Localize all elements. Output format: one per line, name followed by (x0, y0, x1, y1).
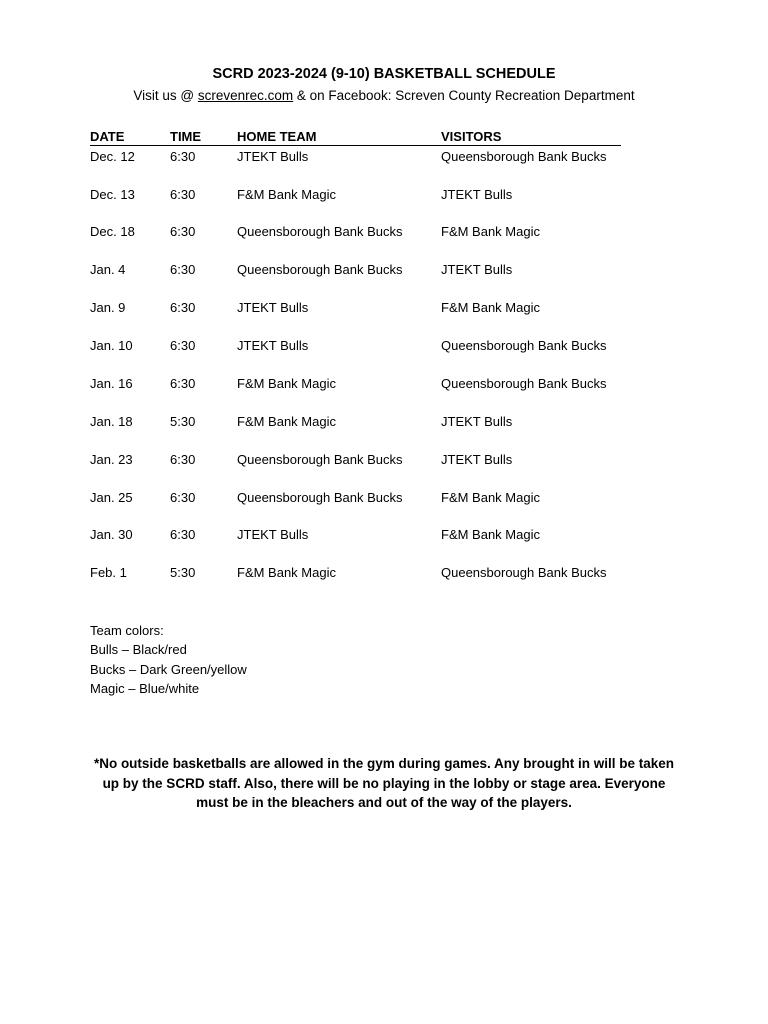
cell-date: Feb. 1 (90, 565, 127, 580)
cell-home-team: Queensborough Bank Bucks (237, 224, 403, 239)
table-header (90, 129, 621, 146)
team-color-line: Magic – Blue/white (90, 680, 200, 696)
table-row (90, 338, 650, 356)
cell-home-team: F&M Bank Magic (237, 414, 336, 429)
cell-home-team: F&M Bank Magic (237, 376, 336, 391)
cell-time: 6:30 (170, 527, 196, 542)
cell-date: Jan. 16 (90, 376, 133, 391)
cell-date: Jan. 25 (90, 490, 133, 505)
table-row (90, 187, 650, 205)
cell-visitors: Queensborough Bank Bucks (441, 376, 607, 391)
cell-time: 6:30 (170, 452, 196, 467)
header-time: TIME (170, 129, 202, 144)
header-date: DATE (90, 129, 125, 144)
cell-home-team: Queensborough Bank Bucks (237, 452, 403, 467)
table-row (90, 490, 650, 508)
cell-date: Dec. 18 (90, 224, 135, 239)
subtitle-suffix: & on Facebook: Screven County Recreation Department (293, 88, 635, 103)
website-link[interactable]: screvenrec.com (197, 88, 294, 103)
table-row (90, 262, 650, 280)
table-row (90, 300, 650, 318)
cell-visitors: JTEKT Bulls (441, 414, 513, 429)
table-row (90, 565, 650, 583)
cell-date: Jan. 18 (90, 414, 133, 429)
table-row (90, 376, 650, 394)
cell-visitors: F&M Bank Magic (441, 224, 540, 239)
cell-time: 6:30 (170, 490, 196, 505)
cell-time: 6:30 (170, 262, 196, 277)
cell-time: 5:30 (170, 565, 196, 580)
team-colors (90, 621, 247, 698)
cell-home-team: Queensborough Bank Bucks (237, 490, 403, 505)
cell-time: 6:30 (170, 338, 196, 353)
cell-date: Jan. 10 (90, 338, 133, 353)
header-visitors: VISITORS (441, 129, 502, 144)
cell-time: 6:30 (170, 149, 196, 164)
table-row (90, 149, 650, 167)
cell-visitors: F&M Bank Magic (441, 527, 540, 542)
subtitle-prefix: Visit us @ (133, 88, 198, 103)
cell-home-team: F&M Bank Magic (237, 565, 336, 580)
table-row (90, 452, 650, 470)
rules-notice: *No outside basketballs are allowed in the gym during games. Any brought in will be taken up by the SCRD staff. Also, there will be no playing in the lobby or stage area. Everyone must be in the bleachers and out of the way of the players. (93, 756, 675, 810)
cell-visitors: Queensborough Bank Bucks (441, 338, 607, 353)
subtitle (0, 88, 768, 103)
cell-home-team: JTEKT Bulls (237, 338, 309, 353)
cell-time: 5:30 (170, 414, 196, 429)
table-row (90, 224, 650, 242)
team-color-line: Bulls – Black/red (90, 642, 187, 658)
cell-home-team: JTEKT Bulls (237, 300, 309, 315)
cell-visitors: Queensborough Bank Bucks (441, 149, 607, 164)
cell-time: 6:30 (170, 300, 196, 315)
cell-date: Jan. 23 (90, 452, 133, 467)
cell-visitors: F&M Bank Magic (441, 490, 540, 505)
cell-time: 6:30 (170, 187, 196, 202)
cell-date: Jan. 4 (90, 262, 126, 277)
cell-time: 6:30 (170, 376, 196, 391)
cell-date: Dec. 12 (90, 149, 135, 164)
table-row (90, 414, 650, 432)
header-home-team: HOME TEAM (237, 129, 317, 144)
team-color-line: Bucks – Dark Green/yellow (90, 661, 247, 677)
page-title: SCRD 2023-2024 (9-10) BASKETBALL SCHEDULE (212, 66, 556, 82)
cell-home-team: F&M Bank Magic (237, 187, 336, 202)
cell-visitors: JTEKT Bulls (441, 187, 513, 202)
cell-visitors: JTEKT Bulls (441, 262, 513, 277)
cell-date: Jan. 30 (90, 527, 133, 542)
cell-date: Jan. 9 (90, 300, 126, 315)
table-row (90, 527, 650, 545)
cell-home-team: JTEKT Bulls (237, 149, 309, 164)
cell-time: 6:30 (170, 224, 196, 239)
cell-date: Dec. 13 (90, 187, 135, 202)
cell-home-team: JTEKT Bulls (237, 527, 309, 542)
cell-visitors: JTEKT Bulls (441, 452, 513, 467)
team-colors-heading: Team colors: (90, 623, 164, 638)
cell-home-team: Queensborough Bank Bucks (237, 262, 403, 277)
cell-visitors: Queensborough Bank Bucks (441, 565, 607, 580)
cell-visitors: F&M Bank Magic (441, 300, 540, 315)
